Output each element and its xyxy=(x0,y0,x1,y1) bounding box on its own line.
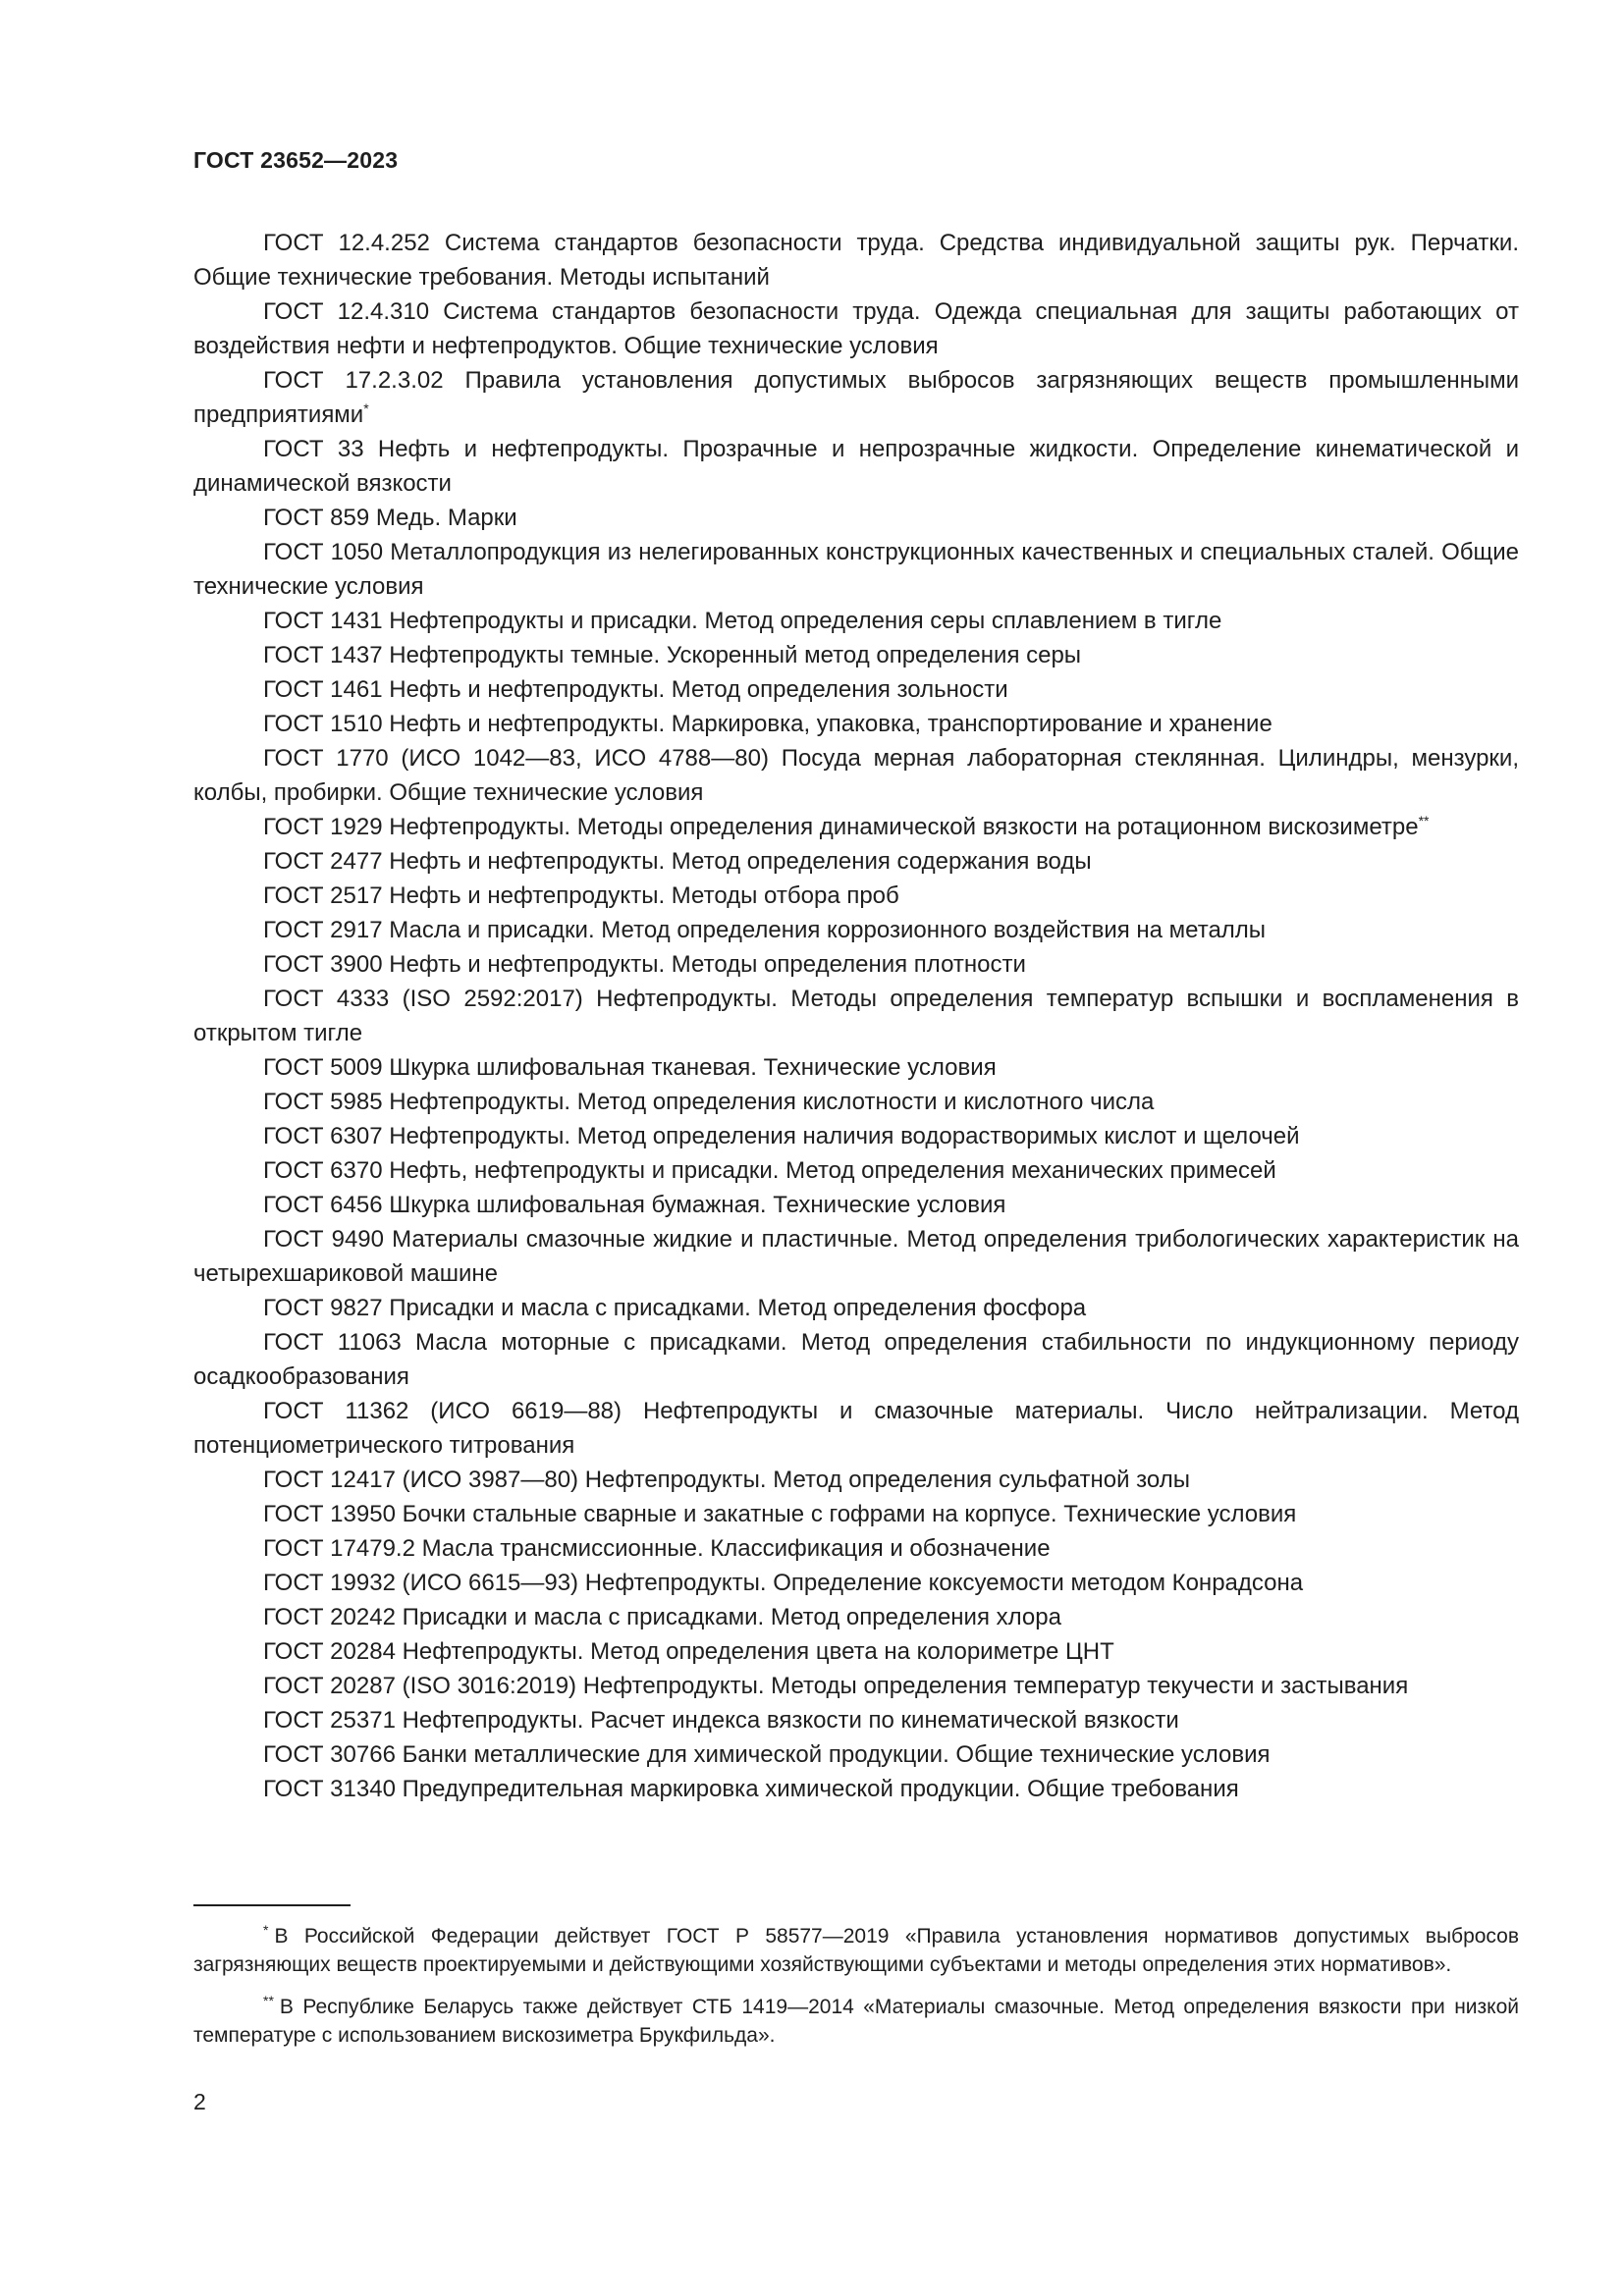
reference-entry xyxy=(193,604,1519,638)
reference-entry xyxy=(193,1085,1519,1119)
footnote-marker: ** xyxy=(1418,813,1430,828)
reference-text: ГОСТ 19932 (ИСО 6615—93) Нефтепродукты. Определение коксуемости методом Конрадсона xyxy=(263,1570,1304,1596)
reference-entry xyxy=(193,1600,1519,1634)
footnote xyxy=(193,1922,1519,1979)
reference-text: ГОСТ 6307 Нефтепродукты. Метод определения наличия водорастворимых кислот и щелочей xyxy=(263,1123,1300,1149)
reference-entry xyxy=(193,432,1519,501)
reference-entry xyxy=(193,810,1519,844)
reference-text: ГОСТ 1437 Нефтепродукты темные. Ускоренный метод определения серы xyxy=(263,642,1082,668)
reference-entry xyxy=(193,947,1519,982)
reference-text: ГОСТ 1431 Нефтепродукты и присадки. Метод определения серы сплавлением в тигле xyxy=(263,608,1222,634)
reference-entry xyxy=(193,913,1519,947)
footnote-text: В Республике Беларусь также действует СТБ 1419—2014 «Материалы смазочные. Метод определения вязкости при низкой температуре с использованием вискозиметра Брукфильда». xyxy=(193,1996,1519,2047)
reference-entry xyxy=(193,638,1519,672)
reference-text: ГОСТ 17.2.3.02 Правила установления допустимых выбросов загрязняющих веществ промышленными предприятиями xyxy=(193,367,1519,428)
reference-entry xyxy=(193,1566,1519,1600)
footnote-marker: * xyxy=(263,1922,269,1938)
document-header: ГОСТ 23652—2023 xyxy=(193,147,399,173)
normative-references-list xyxy=(193,226,1519,1806)
reference-text: ГОСТ 25371 Нефтепродукты. Расчет индекса вязкости по кинематической вязкости xyxy=(263,1707,1179,1734)
footnotes xyxy=(193,1922,1519,2063)
reference-text: ГОСТ 2917 Масла и присадки. Метод определения коррозионного воздействия на металлы xyxy=(263,917,1267,943)
reference-entry xyxy=(193,741,1519,810)
reference-text: ГОСТ 1050 Металлопродукция из нелегированных конструкционных качественных и специальных сталей. Общие технические условия xyxy=(193,539,1519,600)
reference-text: ГОСТ 2517 Нефть и нефтепродукты. Методы отбора проб xyxy=(263,882,899,909)
reference-text: ГОСТ 11063 Масла моторные с присадками. Метод определения стабильности по индукционному периоду осадкообразования xyxy=(193,1329,1519,1390)
reference-text: ГОСТ 859 Медь. Марки xyxy=(263,505,517,531)
reference-entry xyxy=(193,1050,1519,1085)
page-number: 2 xyxy=(193,2089,206,2114)
reference-text: ГОСТ 1770 (ИСО 1042—83, ИСО 4788—80) Посуда мерная лабораторная стеклянная. Цилиндры, мензурки, колбы, пробирки. Общие технические условия xyxy=(193,745,1519,806)
reference-text: ГОСТ 11362 (ИСО 6619—88) Нефтепродукты и смазочные материалы. Число нейтрализации. Метод потенциометрического титрования xyxy=(193,1398,1519,1459)
reference-entry xyxy=(193,1669,1519,1703)
reference-entry xyxy=(193,1325,1519,1394)
reference-text: ГОСТ 2477 Нефть и нефтепродукты. Метод определения содержания воды xyxy=(263,848,1092,875)
reference-text: ГОСТ 1510 Нефть и нефтепродукты. Маркировка, упаковка, транспортирование и хранение xyxy=(263,711,1272,737)
reference-text: ГОСТ 5985 Нефтепродукты. Метод определения кислотности и кислотного числа xyxy=(263,1089,1155,1115)
reference-text: ГОСТ 30766 Банки металлические для химической продукции. Общие технические условия xyxy=(263,1741,1271,1768)
document-page xyxy=(193,0,1519,2296)
reference-entry xyxy=(193,1531,1519,1566)
reference-entry xyxy=(193,707,1519,741)
reference-entry xyxy=(193,1703,1519,1737)
reference-entry xyxy=(193,1188,1519,1222)
reference-text: ГОСТ 20287 (ISO 3016:2019) Нефтепродукты. Методы определения температур текучести и застывания xyxy=(263,1673,1409,1699)
reference-entry xyxy=(193,1772,1519,1806)
reference-entry xyxy=(193,1394,1519,1463)
reference-text: ГОСТ 20284 Нефтепродукты. Метод определения цвета на колориметре ЦНТ xyxy=(263,1638,1114,1665)
reference-entry xyxy=(193,1291,1519,1325)
reference-entry xyxy=(193,1222,1519,1291)
reference-text: ГОСТ 31340 Предупредительная маркировка химической продукции. Общие требования xyxy=(263,1776,1239,1802)
reference-entry xyxy=(193,1119,1519,1153)
footnote-marker: * xyxy=(363,400,369,416)
reference-text: ГОСТ 12417 (ИСО 3987—80) Нефтепродукты. Метод определения сульфатной золы xyxy=(263,1467,1190,1493)
reference-entry xyxy=(193,1153,1519,1188)
reference-entry xyxy=(193,844,1519,879)
reference-entry xyxy=(193,1634,1519,1669)
reference-text: ГОСТ 13950 Бочки стальные сварные и закатные с гофрами на корпусе. Технические условия xyxy=(263,1501,1297,1527)
reference-entry xyxy=(193,294,1519,363)
footnote xyxy=(193,1993,1519,2050)
reference-entry xyxy=(193,535,1519,604)
reference-text: ГОСТ 4333 (ISO 2592:2017) Нефтепродукты. Методы определения температур вспышки и воспламенения в открытом тигле xyxy=(193,986,1519,1046)
reference-text: ГОСТ 6456 Шкурка шлифовальная бумажная. Технические условия xyxy=(263,1192,1006,1218)
footnote-separator xyxy=(193,1904,351,1906)
footnote-text: В Российской Федерации действует ГОСТ Р 58577—2019 «Правила установления нормативов допустимых выбросов загрязняющих веществ проектируемыми и действующими хозяйствующими субъектами и методы определения этих нормативов». xyxy=(193,1925,1519,1976)
reference-entry xyxy=(193,672,1519,707)
reference-text: ГОСТ 33 Нефть и нефтепродукты. Прозрачные и непрозрачные жидкости. Определение кинематической и динамической вязкости xyxy=(193,436,1519,497)
reference-entry xyxy=(193,1497,1519,1531)
reference-text: ГОСТ 3900 Нефть и нефтепродукты. Методы определения плотности xyxy=(263,951,1026,978)
reference-entry xyxy=(193,1737,1519,1772)
reference-entry xyxy=(193,1463,1519,1497)
reference-text: ГОСТ 12.4.310 Система стандартов безопасности труда. Одежда специальная для защиты работающих от воздействия нефти и нефтепродуктов. Общие технические условия xyxy=(193,298,1519,359)
reference-text: ГОСТ 9490 Материалы смазочные жидкие и пластичные. Метод определения трибологических характеристик на четырехшариковой машине xyxy=(193,1226,1519,1287)
reference-text: ГОСТ 20242 Присадки и масла с присадками. Метод определения хлора xyxy=(263,1604,1061,1630)
reference-entry xyxy=(193,226,1519,294)
footnote-marker: ** xyxy=(263,1993,274,2008)
reference-entry xyxy=(193,879,1519,913)
reference-entry xyxy=(193,363,1519,432)
reference-text: ГОСТ 9827 Присадки и масла с присадками. Метод определения фосфора xyxy=(263,1295,1087,1321)
reference-text: ГОСТ 12.4.252 Система стандартов безопасности труда. Средства индивидуальной защиты рук. Перчатки. Общие технические требования. Методы испытаний xyxy=(193,230,1519,291)
reference-text: ГОСТ 5009 Шкурка шлифовальная тканевая. Технические условия xyxy=(263,1054,997,1081)
reference-text: ГОСТ 6370 Нефть, нефтепродукты и присадки. Метод определения механических примесей xyxy=(263,1157,1276,1184)
reference-entry xyxy=(193,982,1519,1050)
reference-entry xyxy=(193,501,1519,535)
reference-text: ГОСТ 1929 Нефтепродукты. Методы определения динамической вязкости на ротационном вискозиметре xyxy=(263,814,1419,840)
reference-text: ГОСТ 1461 Нефть и нефтепродукты. Метод определения зольности xyxy=(263,676,1008,703)
reference-text: ГОСТ 17479.2 Масла трансмиссионные. Классификация и обозначение xyxy=(263,1535,1051,1562)
